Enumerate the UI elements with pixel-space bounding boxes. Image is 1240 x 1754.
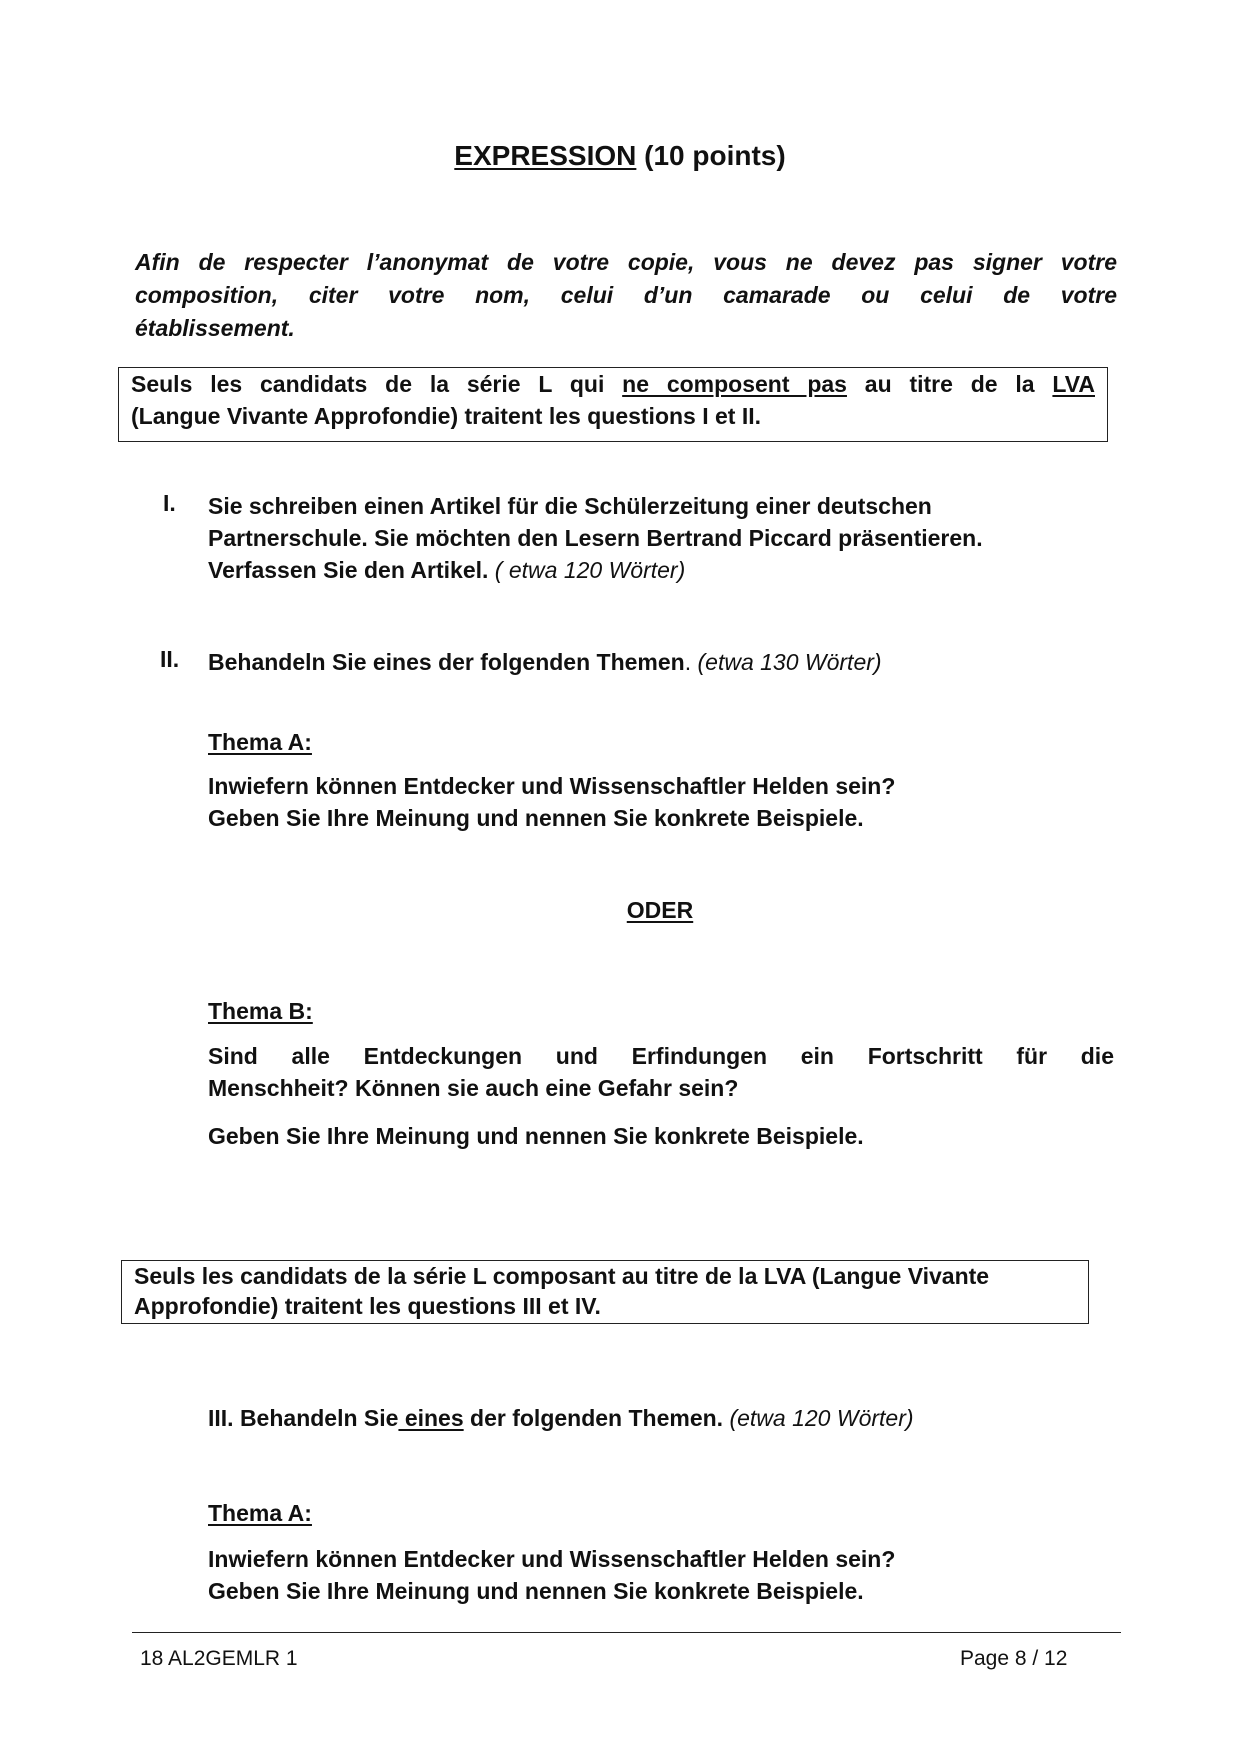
q2-dot: .: [684, 649, 692, 675]
thema-a-line-2: Geben Sie Ihre Meinung und nennen Sie konkrete Beispiele.: [208, 805, 864, 831]
box1-underlined-b: LVA: [1052, 371, 1095, 397]
thema-b-line-2: Menschheit? Können sie auch eine Gefahr sein?: [208, 1075, 739, 1101]
box1-text-a: Seuls les candidats de la série L qui: [131, 371, 623, 397]
thema-a-line-1: Inwiefern können Entdecker und Wissenschaftler Helden sein?: [208, 773, 896, 799]
footer-exam-code: 18 AL2GEMLR 1: [140, 1647, 298, 1670]
instruction-box-2: [121, 1260, 1089, 1324]
page-title: [0, 140, 1240, 172]
q3-text-b: der folgenden Themen.: [463, 1405, 724, 1431]
question-3-text: [208, 1402, 914, 1434]
thema-b-line-1: Sind alle Entdeckungen und Erfindungen ein Fortschritt für die: [208, 1043, 1114, 1069]
q1-line-1: Sie schreiben einen Artikel für die Schülerzeitung einer deutschen: [208, 493, 932, 519]
thema-b-body: [208, 1040, 1114, 1104]
thema-a-body: [208, 770, 1118, 834]
intro-line-3: établissement.: [135, 315, 295, 341]
thema-a2-line-1: Inwiefern können Entdecker und Wissenschaftler Helden sein?: [208, 1546, 896, 1572]
q1-word-hint: ( etwa 120 Wörter): [488, 557, 686, 583]
intro-line-2: composition, citer votre nom, celui d’un camarade ou celui de votre: [135, 282, 1117, 308]
box1-text-b: au titre de la: [846, 371, 1053, 397]
question-2-number: II.: [160, 646, 180, 672]
q1-line-3: Verfassen Sie den Artikel.: [208, 557, 489, 583]
box2-line-2: Approfondie) traitent les questions III et IV.: [134, 1293, 601, 1319]
title-main: EXPRESSION: [454, 140, 637, 171]
box1-line-2: (Langue Vivante Approfondie) traitent les questions I et II.: [131, 403, 762, 429]
thema-a2-label: Thema A:: [208, 1500, 312, 1526]
question-2-text: [208, 646, 1108, 678]
box1-underlined-a: ne composent pas: [622, 371, 847, 397]
footer-page-number: Page 8 / 12: [960, 1647, 1068, 1670]
footer-divider: [132, 1632, 1121, 1633]
box1-line-1: [131, 368, 1095, 400]
thema-a2-line-2: Geben Sie Ihre Meinung und nennen Sie konkrete Beispiele.: [208, 1578, 864, 1604]
q1-line-2: Partnerschule. Sie möchten den Lesern Bertrand Piccard präsentieren.: [208, 525, 983, 551]
question-1-number: I.: [163, 490, 176, 516]
thema-b-line-3: Geben Sie Ihre Meinung und nennen Sie konkrete Beispiele.: [208, 1123, 864, 1149]
q2-word-hint: (etwa 130 Wörter): [691, 649, 882, 675]
q3-underlined: eines: [398, 1405, 464, 1431]
thema-b-label: Thema B:: [208, 998, 313, 1024]
anonymity-notice: [135, 246, 1117, 345]
oder-text: ODER: [626, 897, 694, 923]
instruction-box-1: [118, 367, 1108, 442]
intro-line-1: Afin de respecter l’anonymat de votre copie, vous ne devez pas signer votre: [135, 249, 1117, 275]
question-1-text: [208, 490, 1108, 586]
q3-word-hint: (etwa 120 Wörter): [723, 1405, 914, 1431]
thema-a-label: Thema A:: [208, 729, 312, 755]
q3-text-a: III. Behandeln Sie: [208, 1405, 399, 1431]
q2-text: Behandeln Sie eines der folgenden Themen: [208, 649, 685, 675]
box2-line-1: Seuls les candidats de la série L composant au titre de la LVA (Langue Vivante: [134, 1263, 990, 1289]
oder-separator: [0, 897, 1240, 924]
thema-a2-body: [208, 1543, 1118, 1607]
title-points: (10 points): [636, 140, 786, 171]
